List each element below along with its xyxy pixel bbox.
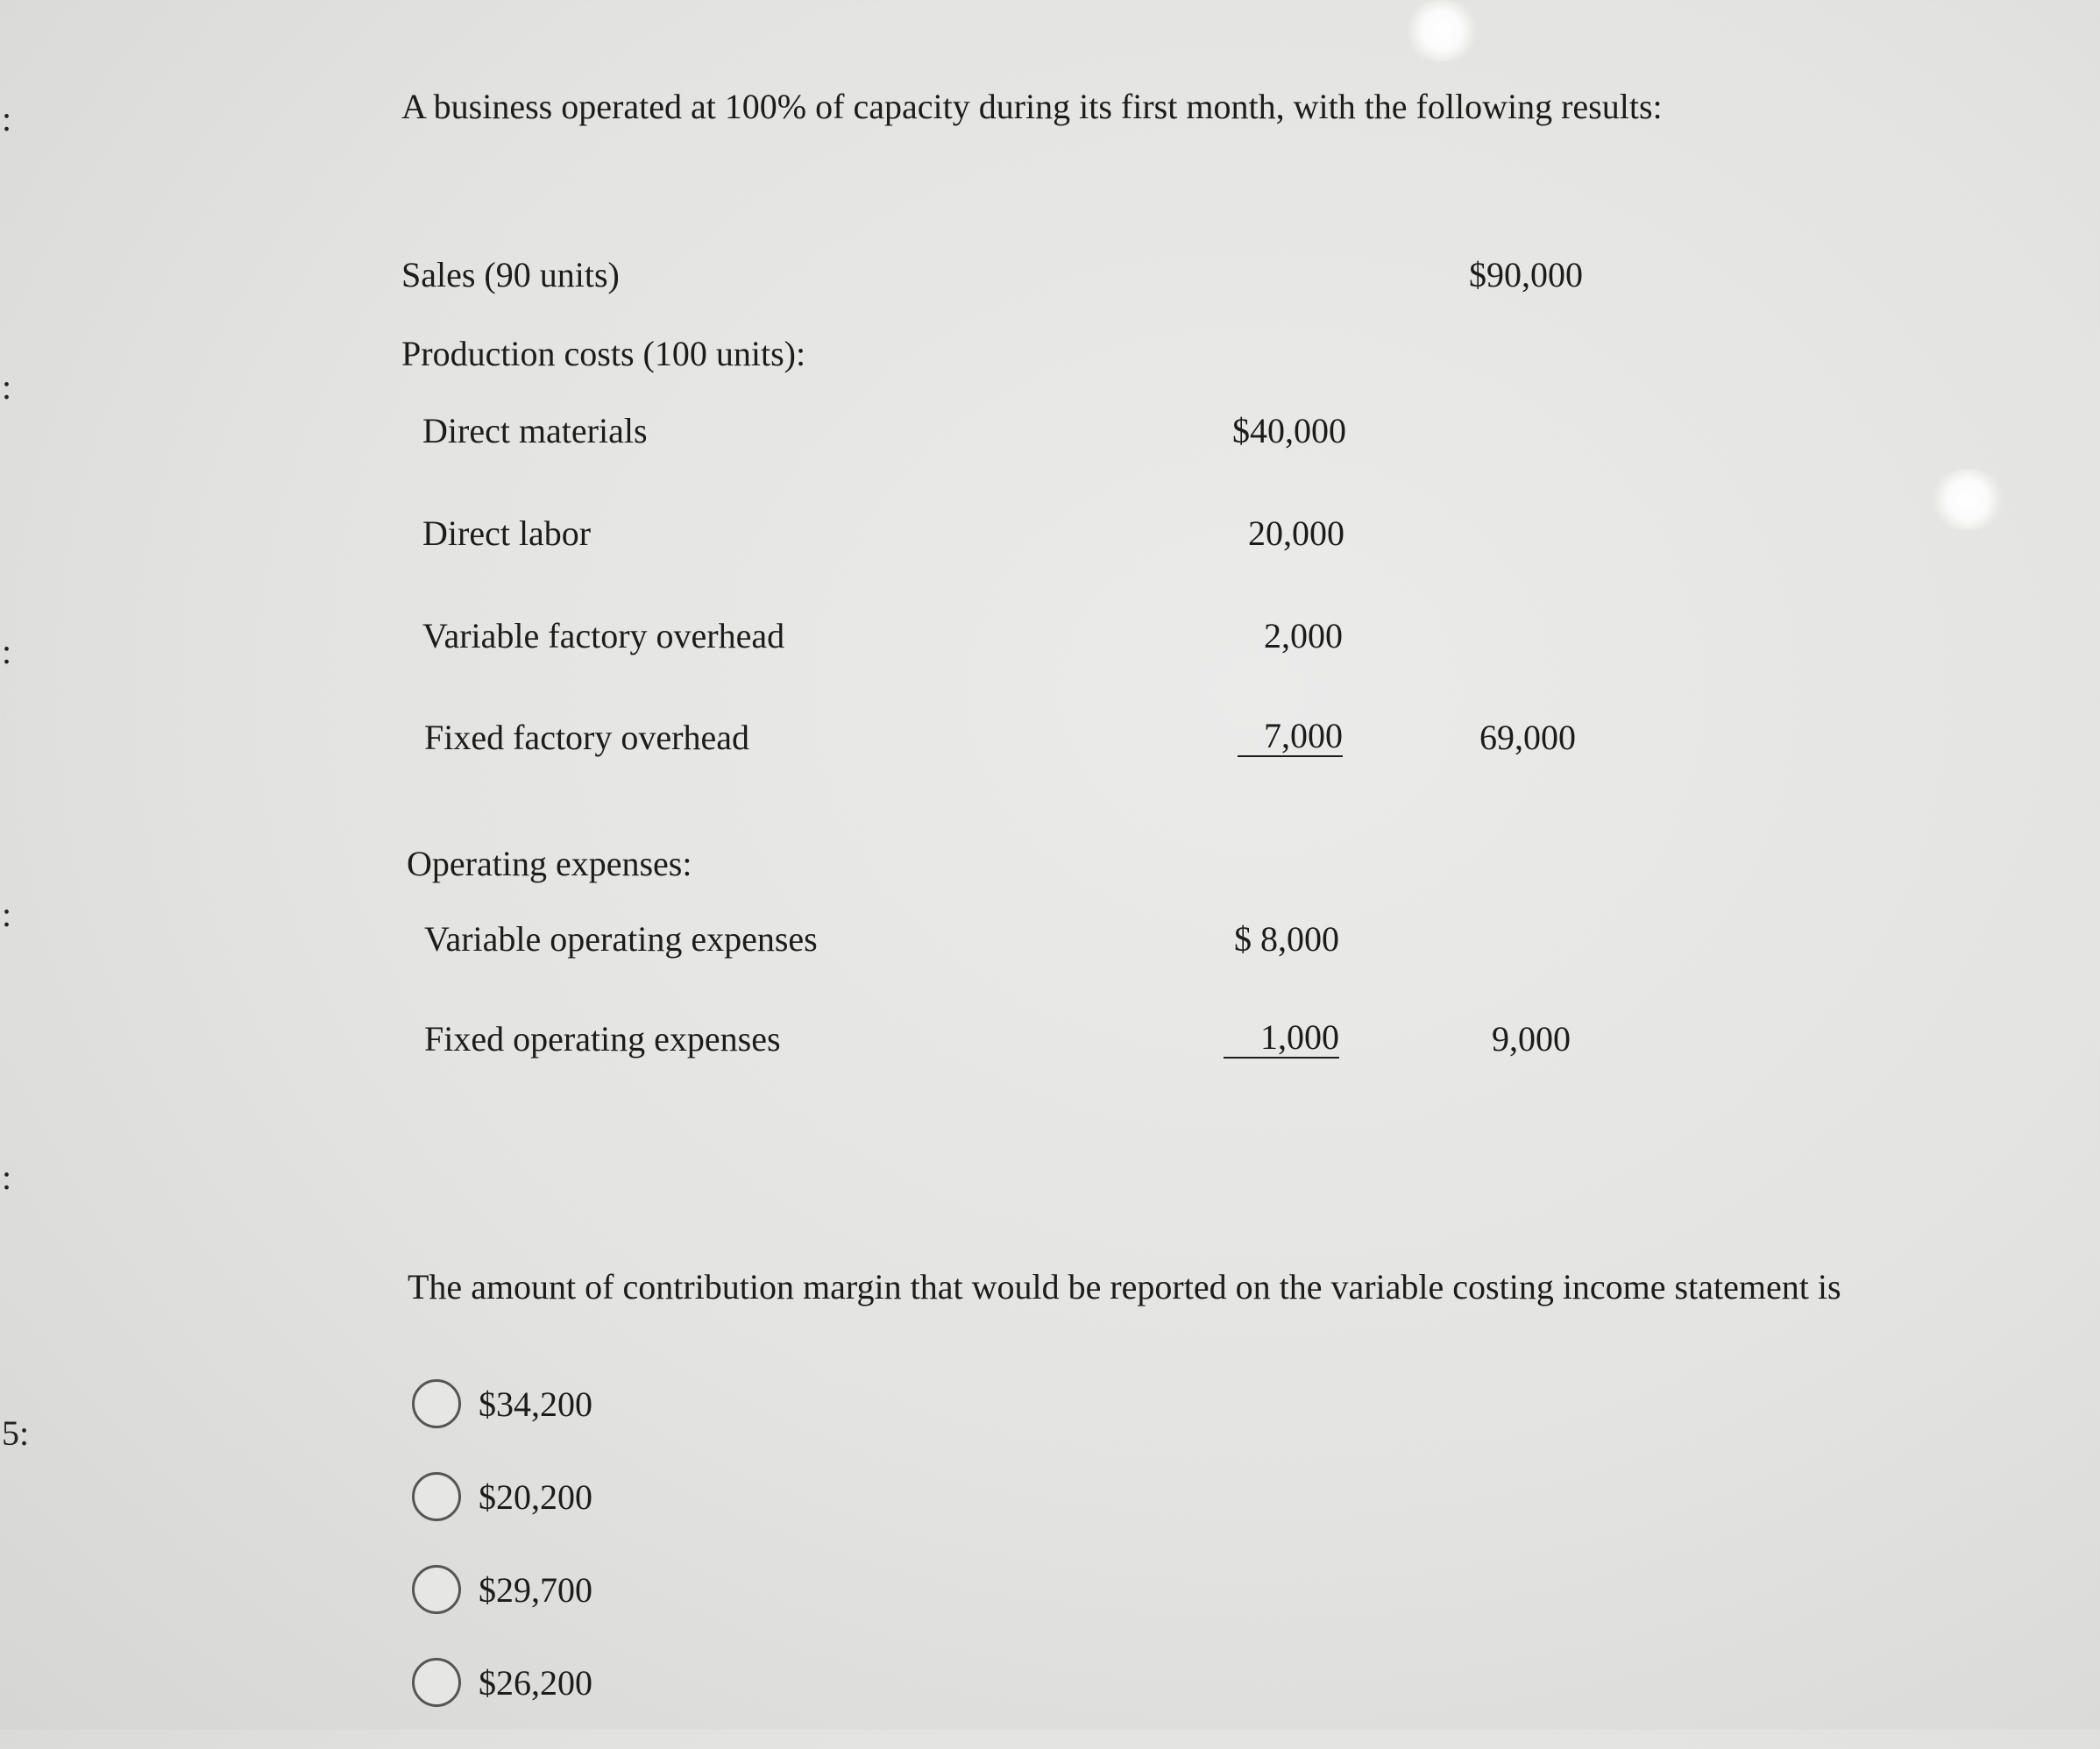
production-header-row	[0, 333, 2100, 386]
answer-options	[412, 1377, 592, 1749]
radio-button[interactable]	[412, 1658, 461, 1707]
radio-button[interactable]	[412, 1379, 461, 1428]
edge-mark: :	[2, 895, 12, 934]
question-intro: A business operated at 100% of capacity during its first month, with the following results:	[401, 87, 1663, 126]
sales-label: Sales (90 units)	[401, 255, 620, 294]
variable-operating-expenses-row	[0, 918, 2100, 971]
answer-option-label: $26,200	[479, 1662, 592, 1703]
edge-mark: :	[2, 1158, 12, 1197]
line-item-amount: 7,000	[1238, 717, 1343, 757]
line-item-amount: 20,000	[1248, 513, 1344, 553]
answer-option-label: $29,700	[479, 1569, 592, 1610]
answer-option-label: $34,200	[479, 1384, 592, 1424]
direct-materials-row	[0, 410, 2100, 463]
line-item-amount: $40,000	[1232, 411, 1346, 450]
operating-header-row	[0, 843, 2100, 896]
direct-labor-row	[0, 513, 2100, 565]
radio-button[interactable]	[412, 1565, 461, 1614]
answer-option[interactable]	[412, 1377, 592, 1430]
answer-option[interactable]	[412, 1563, 592, 1616]
answer-option-label: $20,200	[479, 1476, 592, 1517]
variable-factory-overhead-row	[0, 615, 2100, 668]
question-text: The amount of contribution margin that would be reported on the variable costing income statement is	[408, 1267, 1841, 1306]
line-item-label: Fixed operating expenses	[424, 1019, 781, 1059]
line-item-label: Direct materials	[422, 411, 648, 450]
operating-header: Operating expenses:	[407, 844, 692, 883]
line-item-amount: 2,000	[1264, 616, 1343, 655]
line-item-label: Direct labor	[422, 513, 592, 553]
radio-button[interactable]	[412, 1472, 461, 1521]
edge-mark: :	[2, 99, 12, 138]
fixed-operating-expenses-row	[0, 1018, 2100, 1071]
screen-glare	[1402, 0, 1481, 61]
production-total: 69,000	[1479, 718, 1576, 757]
answer-option[interactable]	[412, 1470, 592, 1523]
sales-row	[0, 254, 2100, 307]
line-item-label: Fixed factory overhead	[424, 718, 749, 757]
operating-total: 9,000	[1492, 1019, 1571, 1059]
edge-mark: :	[2, 632, 12, 671]
line-item-amount: $ 8,000	[1234, 919, 1339, 959]
line-item-amount: 1,000	[1224, 1018, 1339, 1059]
fixed-factory-overhead-row	[0, 717, 2100, 769]
edge-mark: 5:	[2, 1413, 30, 1453]
line-item-label: Variable operating expenses	[424, 919, 818, 959]
answer-option[interactable]	[412, 1656, 592, 1709]
edge-mark: :	[2, 367, 12, 407]
line-item-label: Variable factory overhead	[422, 616, 785, 655]
production-header: Production costs (100 units):	[401, 334, 806, 373]
sales-total: $90,000	[1469, 255, 1583, 294]
